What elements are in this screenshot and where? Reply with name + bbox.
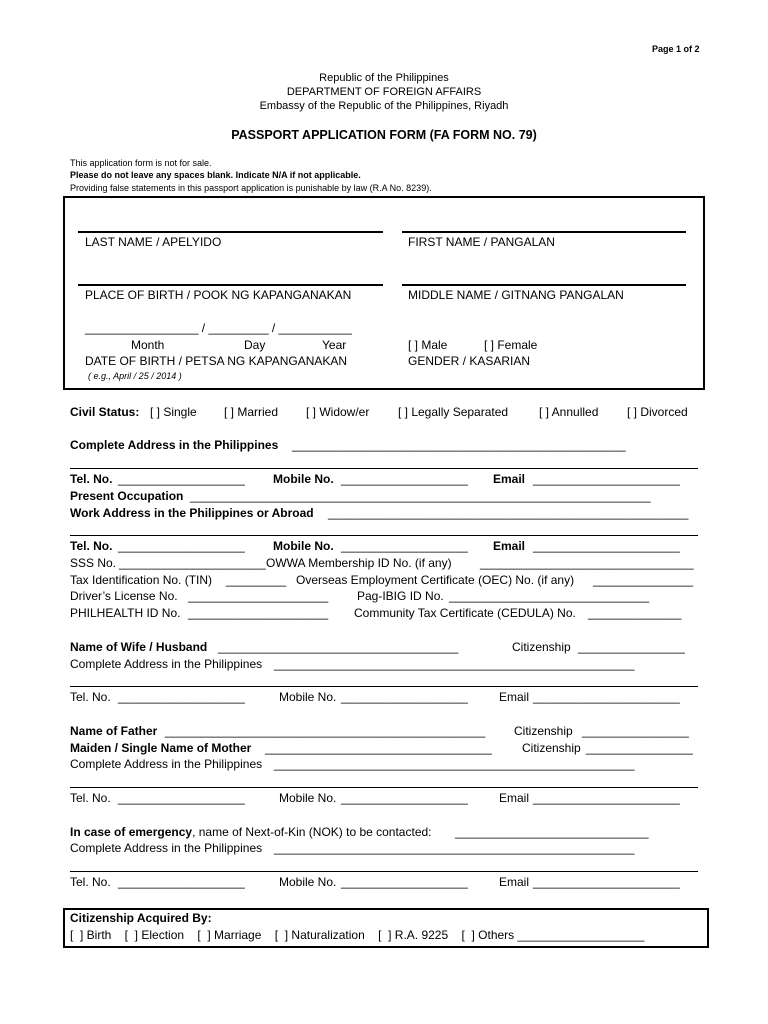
tel-label: Tel. No. (70, 472, 113, 486)
work-email-label: Email (493, 539, 526, 553)
work-tel-label: Tel. No. (70, 539, 113, 553)
emergency-label-rest: , name of Next-of-Kin (NOK) to be contacted: (192, 825, 432, 839)
last-name-label: LAST NAME / APELYIDO (85, 235, 222, 249)
parents-mobile-label: Mobile No. (279, 791, 337, 805)
cedula-fill[interactable]: ______________ (588, 606, 682, 620)
sss-fill[interactable]: ______________________ (119, 556, 266, 570)
parents-mobile-fill[interactable]: ___________________ (341, 791, 468, 805)
emergency-mobile-label: Mobile No. (279, 875, 337, 889)
emergency-email-label: Email (499, 875, 530, 889)
owwa-fill[interactable]: ________________________________ (480, 556, 694, 570)
work-mobile-label: Mobile No. (273, 539, 334, 553)
work-address-label: Work Address in the Philippines or Abroad (70, 506, 314, 520)
citizenship-acquired-label: Citizenship Acquired By: (70, 911, 212, 925)
emergency-tel-label: Tel. No. (70, 875, 111, 889)
email-fill[interactable]: ______________________ (533, 472, 680, 486)
spouse-address-fill[interactable]: ______________________________________________________ (274, 657, 635, 671)
philhealth-label: PHILHEALTH ID No. (70, 606, 181, 620)
dob-label: DATE OF BIRTH / PETSA NG KAPANGANAKAN (85, 354, 348, 368)
parents-tel-fill[interactable]: ___________________ (118, 791, 245, 805)
parents-address-fill[interactable]: ______________________________________________________ (274, 757, 635, 771)
tin-fill[interactable]: _________ (226, 573, 287, 587)
emergency-email-fill[interactable]: ______________________ (533, 875, 680, 889)
civil-status-label: Civil Status: (70, 405, 140, 419)
occupation-fill[interactable]: _____________________________________________________________________ (190, 489, 651, 503)
emergency-label (70, 825, 432, 839)
first-name-label: FIRST NAME / PANGALAN (408, 235, 555, 249)
emergency-name-fill[interactable]: _____________________________ (455, 825, 649, 839)
header-republic: Republic of the Philippines (319, 72, 449, 84)
civil-single-checkbox[interactable]: [ ] Single (150, 405, 197, 419)
emergency-address-line-2[interactable] (70, 871, 698, 872)
occupation-label: Present Occupation (70, 489, 184, 503)
philhealth-fill[interactable]: _____________________ (188, 606, 329, 620)
spouse-citizenship-label: Citizenship (512, 640, 571, 654)
place-of-birth-label: PLACE OF BIRTH / POOK NG KAPANGANAKAN (85, 288, 352, 302)
spouse-email-fill[interactable]: ______________________ (533, 690, 680, 704)
address-label: Complete Address in the Philippines (70, 438, 279, 452)
gender-female-checkbox[interactable]: [ ] Female (484, 338, 538, 352)
note-not-for-sale: This application form is not for sale. (70, 158, 212, 168)
work-address-fill[interactable]: ______________________________________________________ (328, 506, 689, 520)
note-false-statements: Providing false statements in this passport application is punishable by law (R.A No. 8239). (70, 183, 432, 193)
emergency-tel-fill[interactable]: ___________________ (118, 875, 245, 889)
father-name-fill[interactable]: ________________________________________________ (165, 724, 486, 738)
father-name-label: Name of Father (70, 724, 158, 738)
gender-male-checkbox[interactable]: [ ] Male (408, 338, 448, 352)
header-dfa: DEPARTMENT OF FOREIGN AFFAIRS (286, 86, 482, 98)
tin-label: Tax Identification No. (TIN) (70, 573, 213, 587)
emergency-label-bold: In case of emergency (70, 825, 193, 839)
parents-address-line-2[interactable] (70, 787, 698, 788)
middle-name-label: MIDDLE NAME / GITNANG PANGALAN (408, 288, 624, 302)
parents-tel-label: Tel. No. (70, 791, 111, 805)
mother-citizenship-fill[interactable]: ________________ (586, 741, 693, 755)
spouse-name-fill[interactable]: ____________________________________ (218, 640, 459, 654)
address-line-2[interactable] (70, 468, 698, 469)
father-citizenship-label: Citizenship (514, 724, 573, 738)
dob-day-label: Day (244, 338, 266, 352)
spouse-address-label: Complete Address in the Philippines (70, 657, 263, 671)
parents-email-fill[interactable]: ______________________ (533, 791, 680, 805)
sss-label: SSS No. (70, 556, 117, 570)
spouse-tel-fill[interactable]: ___________________ (118, 690, 245, 704)
address-fill[interactable]: __________________________________________________ (292, 438, 626, 452)
emergency-mobile-fill[interactable]: ___________________ (341, 875, 468, 889)
civil-widower-checkbox[interactable]: [ ] Widow/er (306, 405, 370, 419)
spouse-mobile-fill[interactable]: ___________________ (341, 690, 468, 704)
civil-annulled-checkbox[interactable]: [ ] Annulled (539, 405, 599, 419)
first-name-line[interactable] (402, 231, 686, 233)
parents-email-label: Email (499, 791, 530, 805)
cedula-label: Community Tax Certificate (CEDULA) No. (354, 606, 576, 620)
form-title: PASSPORT APPLICATION FORM (FA FORM NO. 79) (231, 128, 537, 142)
oec-label: Overseas Employment Certificate (OEC) No. (if any) (296, 573, 575, 587)
emergency-address-fill[interactable]: ______________________________________________________ (274, 841, 635, 855)
owwa-label: OWWA Membership ID No. (if any) (266, 556, 452, 570)
work-email-fill[interactable]: ______________________ (533, 539, 680, 553)
dob-fill-line[interactable]: _________________ / _________ / ___________ (85, 321, 352, 335)
civil-legally-separated-checkbox[interactable]: [ ] Legally Separated (398, 405, 509, 419)
dob-month-label: Month (131, 338, 165, 352)
mother-citizenship-label: Citizenship (522, 741, 581, 755)
emergency-address-label: Complete Address in the Philippines (70, 841, 263, 855)
pagibig-fill[interactable]: ______________________________ (449, 589, 650, 603)
mobile-label: Mobile No. (273, 472, 334, 486)
page-number: Page 1 of 2 (652, 44, 700, 54)
dob-year-label: Year (322, 338, 347, 352)
place-of-birth-line[interactable] (78, 284, 383, 286)
work-mobile-fill[interactable]: ___________________ (341, 539, 468, 553)
middle-name-line[interactable] (402, 284, 686, 286)
oec-fill[interactable]: _______________ (593, 573, 694, 587)
pagibig-label: Pag-IBIG ID No. (357, 589, 444, 603)
note-no-blanks: Please do not leave any spaces blank. Indicate N/A if not applicable. (70, 170, 361, 180)
father-citizenship-fill[interactable]: ________________ (582, 724, 689, 738)
spouse-address-line-2[interactable] (70, 686, 698, 687)
mother-name-label: Maiden / Single Name of Mother (70, 741, 252, 755)
mother-name-fill[interactable]: __________________________________ (265, 741, 492, 755)
header-embassy: Embassy of the Republic of the Philippines, Riyadh (259, 100, 509, 112)
dob-example: ( e.g., April / 25 / 2014 ) (88, 371, 182, 381)
tel-fill[interactable]: ___________________ (118, 472, 245, 486)
license-label: Driver’s License No. (70, 589, 178, 603)
civil-divorced-checkbox[interactable]: [ ] Divorced (627, 405, 688, 419)
spouse-mobile-label: Mobile No. (279, 690, 337, 704)
mobile-fill[interactable]: ___________________ (341, 472, 468, 486)
license-fill[interactable]: _____________________ (188, 589, 329, 603)
gender-label: GENDER / KASARIAN (408, 354, 531, 368)
last-name-line[interactable] (78, 231, 383, 233)
spouse-email-label: Email (499, 690, 530, 704)
spouse-citizenship-fill[interactable]: ________________ (578, 640, 685, 654)
civil-married-checkbox[interactable]: [ ] Married (224, 405, 279, 419)
spouse-tel-label: Tel. No. (70, 690, 111, 704)
parents-address-label: Complete Address in the Philippines (70, 757, 263, 771)
spouse-name-label: Name of Wife / Husband (70, 640, 208, 654)
email-label: Email (493, 472, 526, 486)
citizenship-acquired-options[interactable]: [ ] Birth [ ] Election [ ] Marriage [ ] Naturalization [ ] R.A. 9225 [ ] Others ___________________ (70, 928, 645, 942)
work-address-line-2[interactable] (70, 535, 698, 536)
work-tel-fill[interactable]: ___________________ (118, 539, 245, 553)
